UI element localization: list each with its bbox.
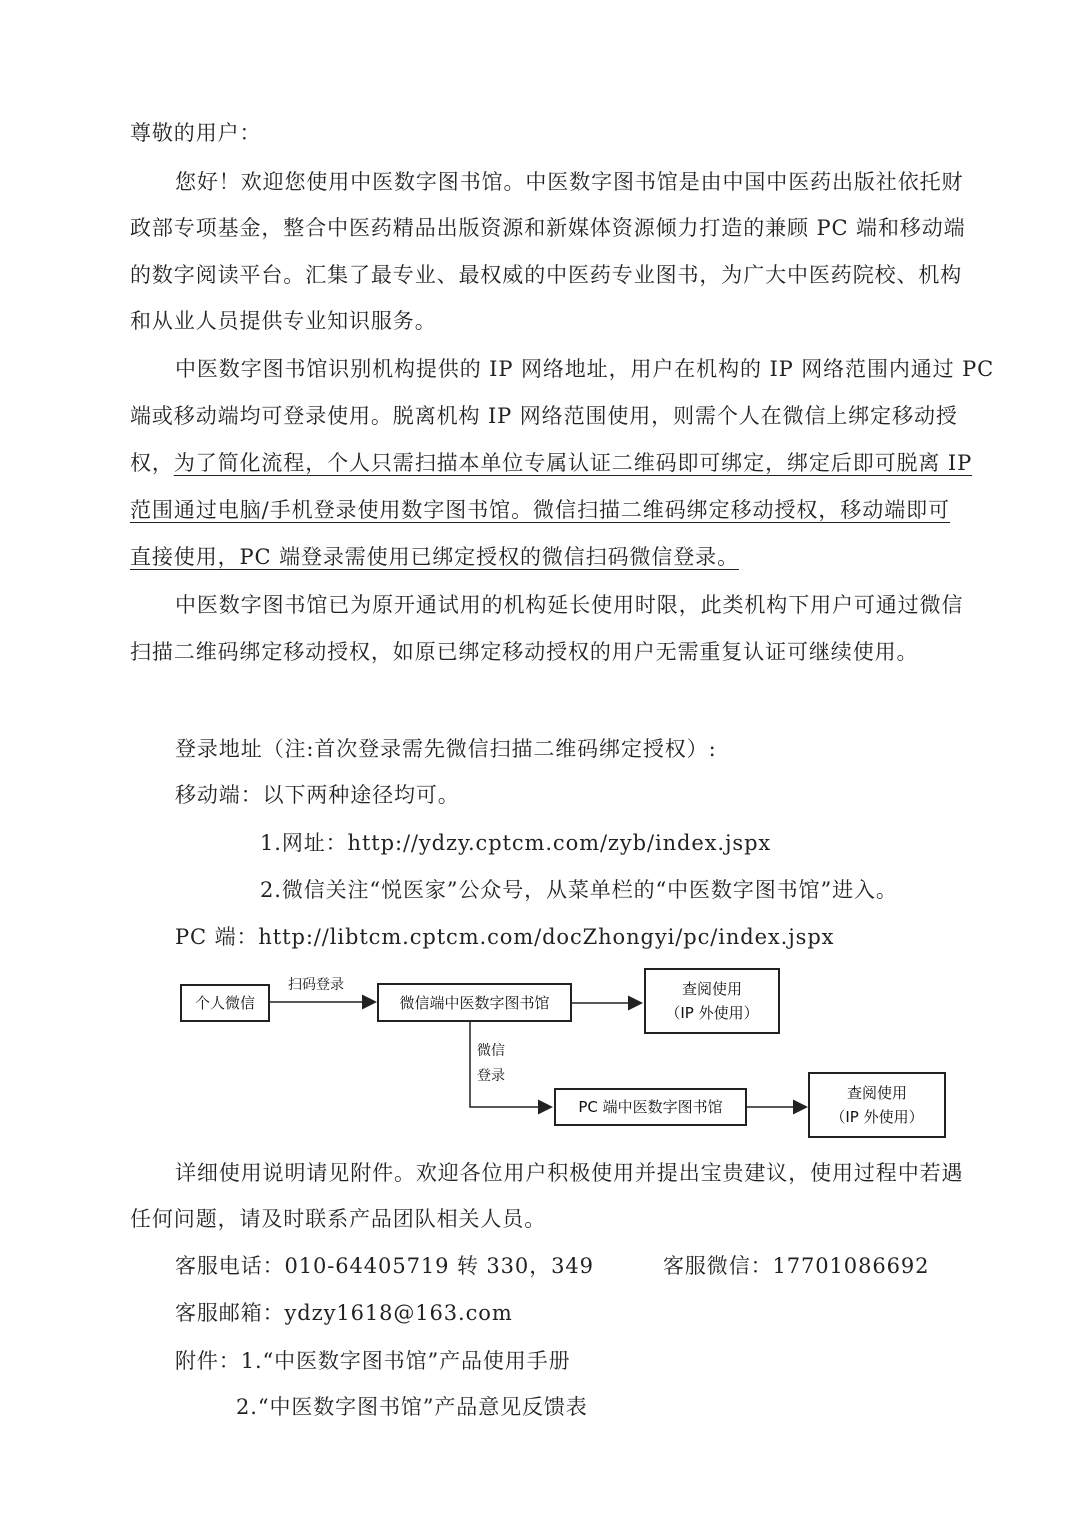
pc-library-box (554, 1088, 747, 1126)
customer-service-wechat: 客服微信：17701086692 (663, 1254, 930, 1278)
ip-paragraph-line-3 (130, 448, 973, 478)
login-flow-diagram (172, 966, 962, 1144)
ip-paragraph-line-3-plain: 权， (130, 451, 174, 475)
login-heading: 登录地址（注:首次登录需先微信扫描二维码绑定授权）: (175, 737, 717, 761)
wechat-library-label: 微信端中医数字图书馆 (399, 993, 550, 1012)
intro-paragraph-line-1: 您好！欢迎您使用中医数字图书馆。中医数字图书馆是由中国中医药出版社依托财 (175, 170, 964, 194)
wechat-library-box (377, 983, 572, 1022)
attachment-item-1: 附件：1.“中医数字图书馆”产品使用手册 (175, 1349, 571, 1373)
ip-paragraph-line-4: 范围通过电脑/手机登录使用数字图书馆。微信扫描二维码绑定移动授权，移动端即可 (130, 498, 950, 522)
mobile-url-item: 1.网址：http://ydzy.cptcm.com/zyb/index.jspx (260, 831, 772, 855)
trial-paragraph-line-2: 扫描二维码绑定移动授权，如原已绑定移动授权的用户无需重复认证可继续使用。 (130, 640, 919, 664)
browse-use-label-1: 查阅使用 (681, 980, 742, 998)
attachment-item-2: 2.“中医数字图书馆”产品意见反馈表 (236, 1395, 588, 1419)
personal-wechat-box (180, 984, 270, 1022)
pc-url: PC 端：http://libtcm.cptcm.com/docZhongyi/pc/index.jspx (175, 925, 835, 949)
browse-use-label-2: 查阅使用 (846, 1084, 907, 1102)
customer-service-phone: 客服电话：010-64405719 转 330，349 (175, 1254, 594, 1278)
customer-service-email: 客服邮箱：ydzy1618@163.com (175, 1301, 513, 1325)
trial-paragraph-line-1: 中医数字图书馆已为原开通试用的机构延长使用时限，此类机构下用户可通过微信 (175, 593, 964, 617)
intro-paragraph-line-2: 政部专项基金，整合中医药精品出版资源和新媒体资源倾力打造的兼顾 PC 端和移动端 (130, 216, 966, 240)
salutation: 尊敬的用户： (130, 121, 262, 145)
scan-login-label: 扫码登录 (288, 977, 344, 993)
ip-paragraph-line-3-underlined: 为了简化流程，个人只需扫描本单位专属认证二维码即可绑定，绑定后即可脱离 IP (173, 451, 973, 475)
mobile-wechat-item: 2.微信关注“悦医家”公众号，从菜单栏的“中医数字图书馆”进入。 (260, 878, 898, 902)
intro-paragraph-line-3: 的数字阅读平台。汇集了最专业、最权威的中医药专业图书，为广大中医药院校、机构 (130, 263, 963, 287)
outside-ip-label-1: （IP 外使用） (665, 1004, 759, 1022)
wechat-login-label-line-2: 登录 (477, 1068, 505, 1084)
details-line-1: 详细使用说明请见附件。欢迎各位用户积极使用并提出宝贵建议，使用过程中若遇 (175, 1161, 964, 1185)
ip-paragraph-line-5: 直接使用，PC 端登录需使用已绑定授权的微信扫码微信登录。 (130, 545, 739, 569)
ip-paragraph-line-2: 端或移动端均可登录使用。脱离机构 IP 网络范围使用，则需个人在微信上绑定移动授 (130, 404, 958, 428)
ip-paragraph-line-1: 中医数字图书馆识别机构提供的 IP 网络地址，用户在机构的 IP 网络范围内通过 PC (175, 357, 995, 381)
pc-library-label: PC 端中医数字图书馆 (578, 1098, 723, 1116)
mobile-label: 移动端：以下两种途径均可。 (175, 783, 460, 807)
wechat-login-label-line-1: 微信 (477, 1043, 505, 1059)
personal-wechat-label: 个人微信 (194, 994, 255, 1012)
browse-box-1 (644, 968, 780, 1034)
outside-ip-label-2: （IP 外使用） (830, 1108, 924, 1126)
intro-paragraph-line-4: 和从业人员提供专业知识服务。 (130, 309, 437, 333)
browse-box-2 (808, 1072, 946, 1138)
details-line-2: 任何问题，请及时联系产品团队相关人员。 (130, 1207, 547, 1231)
